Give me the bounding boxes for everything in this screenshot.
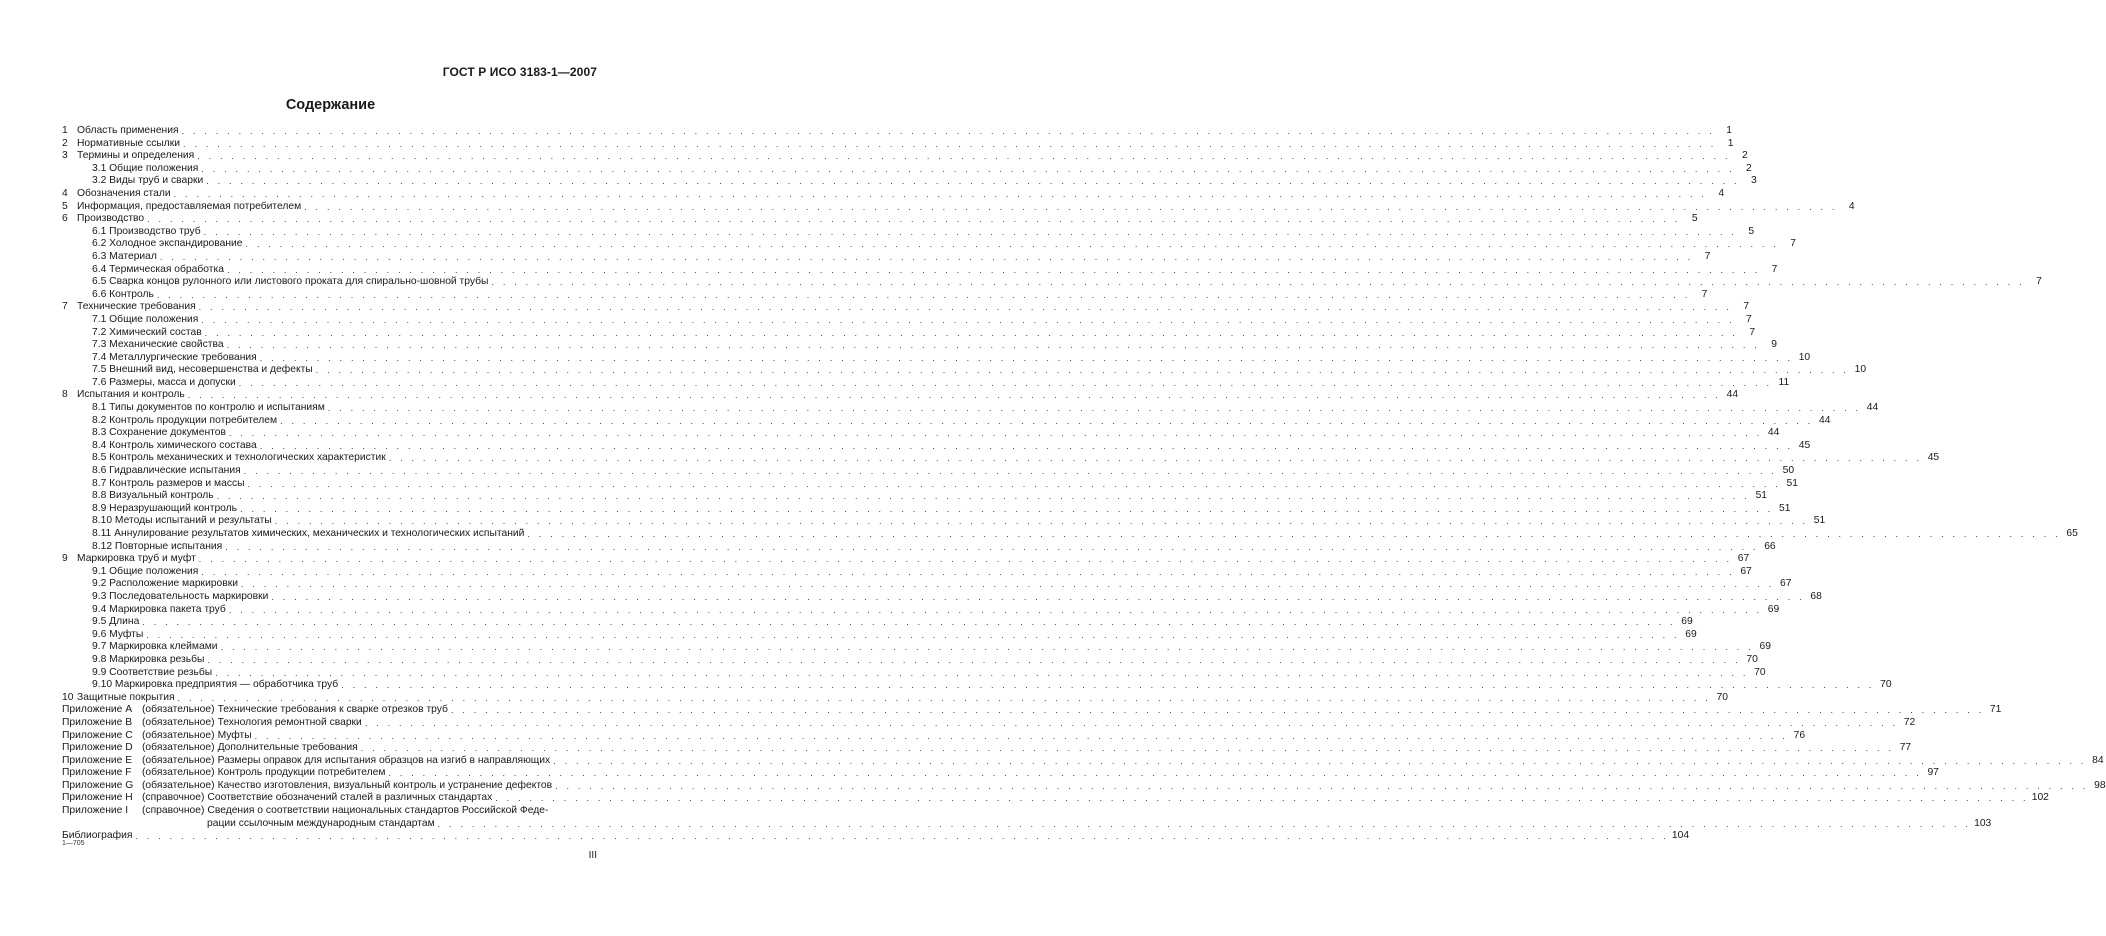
toc-entry-page: 10 — [1798, 351, 1811, 363]
toc-entry-title: 9.6 Муфты — [92, 628, 144, 640]
toc-entry-page: 50 — [1782, 465, 1795, 477]
toc-entry-title: 7.3 Механические свойства — [92, 339, 224, 351]
toc-entry-page: 9 — [1771, 339, 1778, 351]
toc-leader-dots — [201, 314, 1734, 327]
toc-entry-number: 10 — [62, 691, 74, 703]
appendix-continuation-text: рации ссылочным международным стандартам — [207, 817, 435, 829]
appendix-page: 103 — [1974, 817, 1992, 829]
toc-leader-dots — [555, 780, 2088, 793]
toc-entry-page: 7 — [1746, 313, 1752, 325]
toc-entry[interactable] — [62, 427, 1780, 440]
toc-entry-title: 9.8 Маркировка резьбы — [92, 653, 205, 665]
toc-leader-dots — [225, 541, 1758, 554]
bibliography-page: 104 — [1671, 830, 1690, 842]
toc-bibliography[interactable] — [62, 830, 1690, 843]
appendix-kind: (обязательное) — [142, 704, 215, 716]
toc-entry-page: 69 — [1681, 616, 1693, 628]
toc-entry-number: 7 — [62, 301, 68, 313]
appendix-kind: (обязательное) — [142, 779, 215, 791]
toc-entry-page: 44 — [1726, 389, 1739, 401]
toc-entry-title: 7.5 Внешний вид, несовершенства и дефекты — [92, 364, 313, 376]
toc-entry-title: Производство — [77, 213, 145, 225]
toc-entry-page: 70 — [1754, 666, 1766, 678]
appendix-kind: (справочное) — [142, 792, 205, 804]
toc-leader-dots — [248, 478, 1781, 491]
toc-entry[interactable] — [62, 477, 1798, 491]
toc-leader-dots — [255, 730, 1788, 743]
appendix-label: Приложение F — [62, 767, 132, 779]
toc-leader-dots — [182, 125, 1715, 138]
appendix-kind: (обязательное) — [142, 742, 215, 754]
toc-entry-title: 6.5 Сварка концов рулонного или листового проката для спирально-шовной трубы — [92, 276, 489, 288]
toc-entry[interactable] — [62, 200, 1855, 214]
toc-entry[interactable] — [62, 402, 1879, 415]
appendix-label: Приложение В — [62, 716, 133, 728]
appendix-title: Размеры оправок для испытания образцов на изгиб в направляющих — [217, 754, 551, 766]
toc-entry[interactable] — [62, 125, 1732, 138]
toc-leader-dots — [188, 389, 1721, 402]
toc-leader-dots — [304, 201, 1837, 214]
appendix-label: Приложение С — [62, 729, 133, 741]
toc-entry-title: 6.2 Холодное экспандирование — [92, 238, 243, 250]
toc-leader-dots — [215, 667, 1748, 680]
toc-entry-page: 7 — [1790, 238, 1796, 250]
toc-entry-title: 6.4 Термическая обработка — [92, 263, 224, 275]
toc-leader-dots — [246, 238, 1779, 251]
toc-leader-dots — [240, 503, 1773, 516]
toc-leader-dots — [260, 440, 1793, 453]
toc-entry-page: 7 — [1749, 326, 1756, 338]
toc-appendix-continuation — [62, 817, 1992, 831]
toc-leader-dots — [142, 616, 1675, 629]
toc-entry-title: Термины и определения — [77, 150, 195, 162]
toc-entry-page: 7 — [1771, 263, 1778, 275]
toc-entry-number: 2 — [62, 137, 68, 149]
toc-entry-page: 44 — [1767, 427, 1780, 439]
toc-entry-title: Технические требования — [77, 301, 196, 313]
toc-entry[interactable] — [62, 653, 1758, 667]
toc-entry-title: 8.4 Контроль химического состава — [92, 439, 257, 451]
appendix-page: 98 — [2094, 779, 2106, 791]
toc-leader-dots — [527, 528, 2060, 541]
toc-entry[interactable] — [62, 301, 1750, 314]
toc-entry[interactable] — [62, 628, 1697, 642]
toc-entry-page: 69 — [1759, 641, 1772, 653]
toc-leader-dots — [260, 352, 1793, 365]
appendix-page: 76 — [1793, 729, 1806, 741]
toc-leader-dots — [438, 818, 1971, 831]
toc-leader-dots — [388, 767, 1921, 780]
toc-leader-dots — [553, 755, 2086, 768]
toc-entry[interactable] — [62, 137, 1734, 151]
toc-entry-title: Маркировка труб и муфт — [77, 553, 196, 565]
toc-entry-page: 44 — [1866, 402, 1879, 414]
appendix-kind: (обязательное) — [142, 767, 215, 779]
appendix-label: Приложение Н — [62, 792, 133, 804]
toc-entry[interactable] — [62, 339, 1778, 352]
toc-entry-title: 7.4 Металлургические требования — [92, 351, 257, 363]
toc-leader-dots — [227, 264, 1760, 277]
page-title: Содержание — [285, 97, 376, 113]
toc-entry[interactable] — [62, 150, 1748, 163]
toc-entry-page: 69 — [1685, 628, 1697, 640]
toc-entry[interactable] — [62, 351, 1811, 365]
toc-entry[interactable] — [62, 313, 1752, 327]
toc-leader-dots — [495, 792, 2028, 805]
toc-entry[interactable] — [62, 578, 1792, 591]
toc-leader-dots — [229, 427, 1762, 440]
toc-leader-dots — [227, 339, 1760, 352]
toc-leader-dots — [197, 150, 1730, 163]
toc-entry[interactable] — [62, 616, 1693, 629]
toc-leader-dots — [280, 415, 1813, 428]
toc-entry[interactable] — [62, 490, 1768, 503]
table-of-contents — [62, 125, 2106, 843]
appendix-title: Технические требования к сварке отрезков труб — [217, 704, 448, 716]
toc-entry-page: 7 — [1701, 288, 1708, 300]
toc-entry[interactable] — [62, 666, 1766, 680]
toc-entry-title: 8.5 Контроль механических и технологических характеристик — [92, 452, 386, 464]
toc-leader-dots — [157, 289, 1690, 302]
toc-entry-page: 70 — [1716, 691, 1728, 703]
toc-entry-page: 69 — [1767, 603, 1780, 615]
toc-leader-dots — [241, 578, 1774, 591]
toc-entry-number: 8 — [62, 389, 68, 401]
toc-entry[interactable] — [62, 213, 1698, 226]
toc-entry[interactable] — [62, 452, 1940, 465]
toc-appendix-entry[interactable] — [62, 742, 1912, 755]
appendix-kind: (обязательное) — [142, 729, 215, 741]
toc-entry[interactable] — [62, 679, 1892, 692]
toc-leader-dots — [491, 276, 2024, 289]
toc-entry[interactable] — [62, 187, 1725, 201]
toc-entry-title: 7.2 Химический состав — [92, 326, 202, 338]
toc-entry[interactable] — [62, 641, 1772, 654]
appendix-title: Муфты — [217, 729, 252, 741]
toc-entry-title: 6.1 Производство труб — [92, 225, 201, 237]
appendix-title: Соответствие обозначений сталей в различных стандартах — [207, 792, 493, 804]
appendix-kind: (обязательное) — [142, 716, 215, 728]
toc-entry-page: 7 — [1704, 250, 1711, 262]
toc-entry[interactable] — [62, 225, 1755, 239]
appendix-label: Приложение А — [62, 704, 133, 716]
toc-entry[interactable] — [62, 364, 1867, 377]
toc-appendix-entry[interactable] — [62, 704, 2002, 717]
page-number: III — [588, 850, 597, 861]
toc-entry-page: 7 — [1743, 301, 1750, 313]
toc-entry-title: 3.2 Виды труб и сварки — [92, 175, 204, 187]
toc-entry-page: 51 — [1813, 515, 1826, 527]
toc-leader-dots — [206, 175, 1739, 188]
appendix-page: 84 — [2092, 754, 2104, 766]
appendix-label: Приложение G — [62, 779, 134, 791]
toc-entry[interactable] — [62, 439, 1811, 453]
toc-entry-page: 68 — [1810, 590, 1822, 602]
toc-entry-title: 3.1 Общие положения — [92, 162, 199, 174]
toc-entry-page: 2 — [1741, 150, 1748, 162]
toc-entry-title: 9.1 Общие положения — [92, 565, 199, 577]
toc-leader-dots — [205, 327, 1738, 340]
toc-entry-title: 8.2 Контроль продукции потребителем — [92, 414, 278, 426]
toc-entry-title: 6.6 Контроль — [92, 288, 154, 300]
toc-entry-title: 9.2 Расположение маркировки — [92, 578, 238, 590]
appendix-label: Приложение Е — [62, 754, 133, 766]
toc-appendix-entry[interactable] — [62, 754, 2104, 768]
toc-leader-dots — [147, 213, 1680, 226]
toc-entry-page: 70 — [1746, 653, 1758, 665]
toc-entry-title: 9.3 Последовательность маркировки — [92, 590, 269, 602]
toc-entry-page: 51 — [1779, 502, 1791, 514]
toc-entry[interactable] — [62, 515, 1826, 528]
toc-entry-title: Испытания и контроль — [77, 389, 185, 401]
toc-entry-title: Обозначения стали — [77, 187, 171, 199]
toc-entry-title: 9.7 Маркировка клеймами — [92, 641, 218, 653]
toc-entry[interactable] — [62, 175, 1757, 188]
toc-entry-page: 70 — [1880, 679, 1892, 691]
appendix-page: 77 — [1899, 742, 1912, 754]
toc-entry-page: 67 — [1737, 553, 1750, 565]
toc-entry-number: 4 — [62, 187, 68, 199]
toc-entry-number: 1 — [62, 125, 68, 136]
toc-leader-dots — [271, 591, 1804, 604]
toc-leader-dots — [389, 452, 1922, 465]
toc-leader-dots — [221, 641, 1754, 654]
appendix-title: Контроль продукции потребителем — [217, 767, 386, 779]
toc-leader-dots — [201, 566, 1734, 579]
toc-entry-page: 5 — [1748, 225, 1755, 237]
toc-entry-title: Информация, предоставляемая потребителем — [77, 200, 302, 212]
toc-leader-dots — [207, 654, 1740, 667]
toc-entry[interactable] — [62, 590, 1822, 604]
toc-entry[interactable] — [62, 528, 2078, 541]
toc-entry-page: 51 — [1786, 477, 1798, 489]
toc-entry-title: 8.8 Визуальный контроль — [92, 490, 214, 502]
toc-entry-title: 8.6 Гидравлические испытания — [92, 465, 241, 477]
toc-entry-title: 8.11 Аннулирование результатов химических, механических и технологических испытаний — [92, 528, 525, 539]
toc-leader-dots — [451, 704, 1984, 717]
document-code: ГОСТ Р ИСО 3183-1—2007 — [442, 65, 597, 79]
toc-appendix-entry[interactable] — [62, 805, 598, 818]
appendix-title: Качество изготовления, визуальный контроль и устранение дефектов — [217, 779, 553, 791]
toc-entry-title: 7.6 Размеры, масса и допуски — [92, 376, 236, 388]
toc-entry-title: 8.1 Типы документов по контролю и испытаниям — [92, 402, 325, 414]
toc-entry-page: 5 — [1691, 213, 1698, 225]
toc-entry-page: 2 — [1746, 162, 1752, 174]
toc-leader-dots — [341, 679, 1874, 692]
toc-entry-title: 9.10 Маркировка предприятия — обработчика труб — [92, 679, 339, 691]
toc-leader-dots — [328, 402, 1861, 415]
toc-appendix-entry[interactable] — [62, 767, 1939, 780]
toc-leader-dots — [146, 629, 1679, 642]
toc-leader-dots — [201, 163, 1734, 176]
toc-entry-title: 8.3 Сохранение документов — [92, 427, 226, 439]
toc-leader-dots — [244, 465, 1777, 478]
toc-entry[interactable] — [62, 263, 1778, 277]
appendix-title: Технология ремонтной сварки — [217, 716, 362, 728]
toc-entry[interactable] — [62, 603, 1780, 617]
toc-leader-dots — [174, 188, 1707, 201]
toc-entry-title: Область применения — [77, 125, 179, 136]
toc-entry[interactable] — [62, 250, 1711, 264]
toc-entry-number: 3 — [62, 150, 68, 162]
toc-entry-page: 44 — [1819, 414, 1831, 426]
toc-entry-page: 45 — [1798, 439, 1811, 451]
toc-leader-dots — [199, 553, 1732, 566]
appendix-page: 71 — [1989, 704, 2002, 716]
toc-leader-dots — [275, 515, 1808, 528]
appendix-page: 97 — [1927, 767, 1939, 779]
toc-leader-dots — [178, 692, 1711, 705]
toc-entry-page: 3 — [1750, 175, 1757, 187]
toc-entry-page: 4 — [1718, 187, 1725, 199]
toc-entry-page: 65 — [2066, 528, 2078, 539]
toc-entry[interactable] — [62, 376, 1790, 390]
toc-entry-title: 6.3 Материал — [92, 250, 157, 262]
appendix-title: Сведения о соответствии национальных стандартов Российской Феде- — [207, 805, 549, 817]
toc-entry-title: 8.12 Повторные испытания — [92, 540, 223, 552]
toc-entry-number: 5 — [62, 200, 68, 212]
toc-entry-page: 11 — [1778, 376, 1790, 388]
toc-entry[interactable] — [62, 502, 1791, 516]
toc-entry-title: 7.1 Общие положения — [92, 313, 199, 325]
toc-leader-dots — [316, 364, 1849, 377]
toc-entry-page: 45 — [1927, 452, 1940, 464]
appendix-page: 102 — [2031, 792, 2049, 804]
toc-leader-dots — [183, 138, 1716, 151]
toc-entry-page: 4 — [1848, 200, 1855, 212]
bibliography-title: Библиография — [62, 830, 133, 842]
toc-leader-dots — [160, 251, 1693, 264]
toc-appendix-entry[interactable] — [62, 792, 2049, 805]
toc-entry-number: 9 — [62, 553, 68, 565]
toc-entry-page: 10 — [1854, 364, 1867, 376]
toc-entry-page: 67 — [1740, 565, 1752, 577]
toc-leader-dots — [199, 301, 1732, 314]
print-code: 1—705 — [62, 840, 85, 847]
toc-entry-title: 8.10 Методы испытаний и результаты — [92, 515, 272, 527]
toc-entry[interactable] — [62, 540, 1776, 554]
toc-leader-dots — [361, 742, 1894, 755]
toc-entry-title: 8.7 Контроль размеров и массы — [92, 477, 245, 489]
toc-leader-dots — [217, 490, 1750, 503]
toc-entry-title: 9.4 Маркировка пакета труб — [92, 603, 226, 615]
toc-entry[interactable] — [62, 326, 1756, 340]
toc-entry-title: Защитные покрытия — [77, 691, 175, 703]
toc-leader-dots — [229, 604, 1762, 617]
toc-entry-page: 7 — [2036, 276, 2042, 288]
toc-leader-dots — [365, 717, 1898, 730]
toc-entry-title: Нормативные ссылки — [77, 137, 181, 149]
toc-entry-title: 9.5 Длина — [92, 616, 140, 628]
toc-entry-page: 1 — [1727, 137, 1734, 149]
appendix-page: 72 — [1903, 716, 1916, 728]
toc-appendix-entry[interactable] — [62, 716, 1916, 730]
toc-entry-page: 51 — [1755, 490, 1768, 502]
appendix-label: Приложение D — [62, 742, 133, 754]
toc-entry[interactable] — [62, 389, 1739, 402]
toc-leader-dots — [204, 226, 1737, 239]
toc-entry[interactable] — [62, 465, 1795, 478]
toc-entry-page: 1 — [1726, 125, 1732, 136]
appendix-label: Приложение I — [62, 805, 129, 817]
toc-entry[interactable] — [62, 288, 1708, 302]
appendix-kind: (обязательное) — [142, 754, 215, 766]
toc-entry[interactable] — [62, 238, 1796, 251]
appendix-title: Дополнительные требования — [217, 742, 358, 754]
toc-entry-title: 9.9 Соответствие резьбы — [92, 666, 213, 678]
toc-entry-title: 8.9 Неразрушающий контроль — [92, 502, 238, 514]
toc-appendix-entry[interactable] — [62, 729, 1806, 743]
toc-entry-page: 67 — [1779, 578, 1792, 590]
toc-entry[interactable] — [62, 553, 1750, 566]
toc-leader-dots — [239, 377, 1772, 390]
appendix-kind: (справочное) — [142, 805, 205, 817]
toc-entry[interactable] — [62, 691, 1728, 705]
toc-entry[interactable] — [62, 414, 1831, 428]
toc-entry[interactable] — [62, 565, 1752, 579]
toc-appendix-entry[interactable] — [62, 779, 2106, 793]
toc-entry[interactable] — [62, 162, 1752, 176]
toc-entry[interactable] — [62, 276, 2042, 289]
toc-entry-number: 6 — [62, 213, 68, 225]
toc-leader-dots — [135, 830, 1668, 843]
toc-entry-page: 66 — [1764, 540, 1776, 552]
